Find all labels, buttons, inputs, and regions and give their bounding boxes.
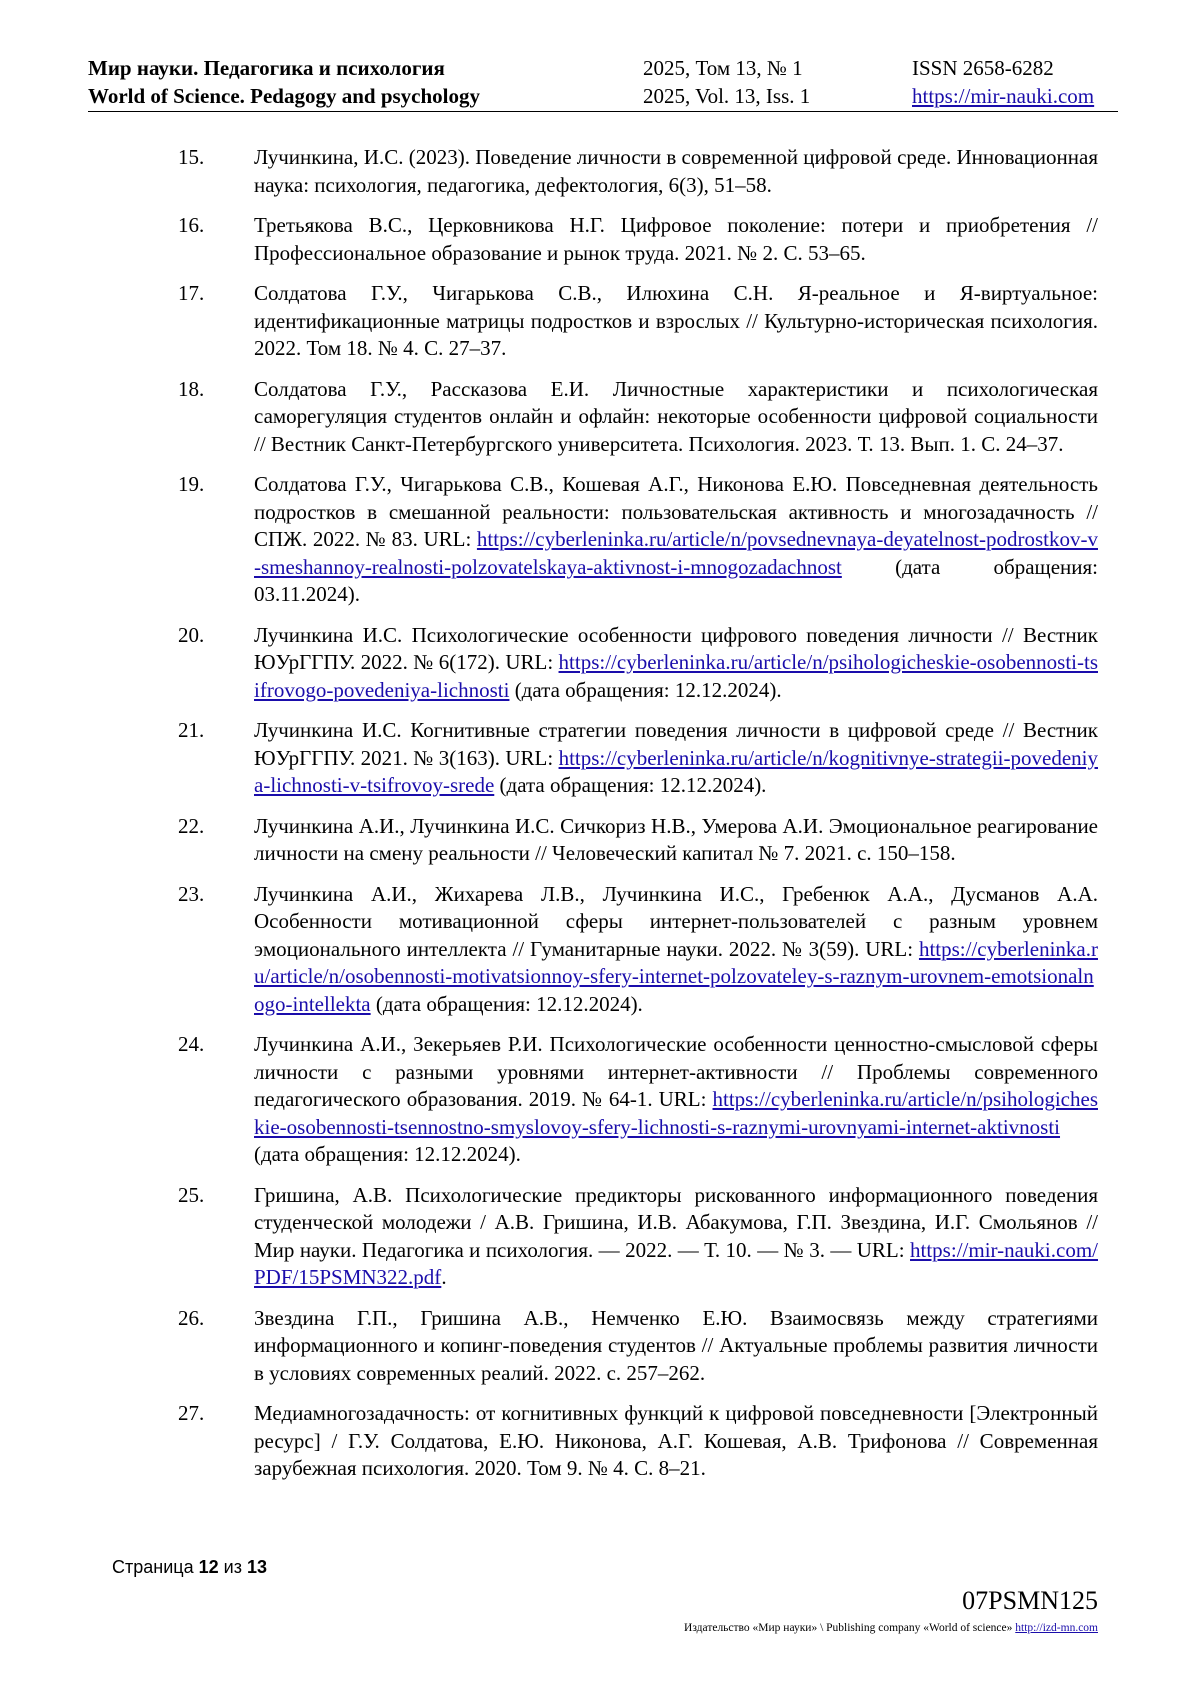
reference-text: Звездина Г.П., Гришина А.В., Немченко Е.Ю. Взаимосвязь между стратегиями информационного и копинг-поведения студентов // Актуальные проблемы развития личности в условиях современных реалий. 2022. с. 257–262. [254,1305,1098,1385]
reference-body [254,280,1098,363]
reference-text: Лучинкина И.С. Когнитивные стратегии поведения личности в цифровой среде // Вестник ЮУрГГПУ. 2021. № 3(163). URL: [254,718,1098,770]
reference-link[interactable]: https://cyberleninka.ru/article/n/psihologicheskie-osobennosti-tsifrovogo-povedeniya-lichnosti [254,650,1098,702]
publisher-text: Издательство «Мир науки» \ Publishing company «World of science» [684,1622,1013,1634]
header-row-ru [88,54,1118,82]
page-of: из [223,1557,242,1577]
reference-item [178,881,1098,1019]
reference-number: 24. [178,1032,205,1056]
reference-number: 15. [178,145,205,169]
issn: ISSN 2658-6282 [912,56,1054,80]
reference-body [254,376,1098,459]
reference-text: Лучинкина А.И., Лучинкина И.С. Сичкориз Н.В., Умерова А.И. Эмоциональное реагирование личности на смену реальности // Человеческий капитал № 7. 2021. с. 150–158. [254,813,1098,865]
reference-access-date: (дата обращения: 03.11.2024). [254,554,1098,606]
article-code: 07PSMN125 [962,1586,1098,1615]
reference-item [178,813,1098,868]
reference-link[interactable]: https://cyberleninka.ru/article/n/osobennosti-motivatsionnoy-sfery-internet-polzovateley-s-raznym-urovnem-emotsionalnogo-intellekta [254,936,1098,1016]
reference-body [254,881,1098,1019]
reference-body [254,622,1098,705]
publisher-line [684,1622,1098,1634]
reference-link[interactable]: https://cyberleninka.ru/article/n/kognitivnye-strategii-povedeniya-lichnosti-v-tsifrovoy-srede [254,745,1098,797]
reference-item [178,212,1098,267]
reference-link[interactable]: https://cyberleninka.ru/article/n/povsednevnaya-deyatelnost-podrostkov-v-smeshannoy-realnosti-polzovatelskaya-aktivnost-i-mnogozadachnost [254,527,1098,579]
reference-body [254,717,1098,800]
reference-text: Лучинкина А.И., Зекерьяев Р.И. Психологические особенности ценностно-смысловой сферы личности с разными уровнями интернет-активности // Проблемы современного педагогического образования. 2019. № 64-1. URL: [254,1032,1098,1111]
reference-number: 26. [178,1305,205,1330]
reference-number: 21. [178,718,205,742]
reference-number: 23. [178,881,205,906]
reference-text: Лучинкина А.И., Жихарева Л.В., Лучинкина И.С., Гребенюк А.А., Дусманов А.А. Особенности мотивационной сферы интернет-пользователей с разным уровнем эмоционального интеллекта // Гуманитарные науки. 2022. № 3(59). URL: [254,881,1098,961]
reference-body [254,1031,1098,1169]
page-total: 13 [246,1557,268,1577]
reference-item [178,1400,1098,1483]
reference-number: 20. [178,622,205,647]
reference-body [254,471,1098,609]
reference-item [178,280,1098,363]
page-current: 12 [198,1557,219,1577]
reference-link[interactable]: https://cyberleninka.ru/article/n/psihologicheskie-osobennosti-tsennostno-smyslovoy-sfery-lichnosti-s-raznymi-urovnyami-internet-aktivnosti [254,1087,1098,1139]
reference-text: Лучинкина, И.С. (2023). Поведение личности в современной цифровой среде. Инновационная наука: психология, педагогика, дефектология, 6(3), 51–58. [254,145,1098,197]
reference-item [178,144,1098,199]
publisher-link[interactable]: http://izd-mn.com [1015,1622,1098,1634]
reference-text: Солдатова Г.У., Чигарькова С.В., Илюхина С.Н. Я-реальное и Я-виртуальное: идентификационные матрицы подростков и взрослых // Культурно-историческая психология. 2022. Том 18. № 4. С. 27–37. [254,281,1098,360]
reference-body [254,1182,1098,1292]
journal-title-en: World of Science. Pedagogy and psychology [88,84,481,108]
journal-title-ru: Мир науки. Педагогика и психология [88,56,445,80]
reference-body [254,144,1098,199]
reference-body [254,1305,1098,1388]
reference-list [178,144,1098,1496]
header-row-en [88,82,1118,110]
reference-number: 22. [178,813,205,838]
page-word: Страница [112,1557,194,1577]
page-header [88,54,1118,110]
reference-item [178,717,1098,800]
reference-text: Солдатова Г.У., Рассказова Е.И. Личностные характеристики и психологическая саморегуляция студентов онлайн и офлайн: некоторые особенности цифровой социальности // Вестник Санкт-Петербургского университета. Психология. 2023. Т. 13. Вып. 1. С. 24–37. [254,376,1098,456]
reference-text: Третьякова В.С., Церковникова Н.Г. Цифровое поколение: потери и приобретения // Профессиональное образование и рынок труда. 2021. № 2. С. 53–65. [254,213,1098,265]
reference-text: Медиамногозадачность: от когнитивных функций к цифровой повседневности [Электронный ресурс] / Г.У. Солдатова, Е.Ю. Никонова, А.Г. Кошевая, А.В. Трифонова // Современная зарубежная психология. 2020. Том 9. № 4. С. 8–21. [254,1401,1098,1480]
reference-body [254,1400,1098,1483]
reference-item [178,471,1098,609]
reference-item [178,1305,1098,1388]
journal-url-link[interactable]: https://mir-nauki.com [912,84,1095,108]
reference-number: 25. [178,1182,205,1207]
reference-text: Лучинкина И.С. Психологические особенности цифрового поведения личности // Вестник ЮУрГГПУ. 2022. № 6(172). URL: [254,622,1098,674]
reference-access-date: . [441,1265,447,1289]
reference-link[interactable]: https://mir-nauki.com/PDF/15PSMN322.pdf [254,1237,1098,1289]
reference-access-date: (дата обращения: 12.12.2024). [494,773,767,797]
reference-number: 18. [178,376,205,401]
reference-text: Гришина, А.В. Психологические предикторы рискованного информационного поведения студенческой молодежи / А.В. Гришина, И.В. Абакумова, Г.П. Звездина, И.Г. Смольянов // Мир науки. Педагогика и психология. — 2022. — Т. 10. — № 3. — URL: [254,1182,1098,1262]
header-divider [88,111,1118,112]
reference-access-date: (дата обращения: 12.12.2024). [254,1142,521,1166]
reference-access-date: (дата обращения: 12.12.2024). [509,677,782,702]
volume-ru: 2025, Том 13, № 1 [643,56,803,80]
reference-item [178,376,1098,459]
reference-number: 17. [178,281,205,305]
reference-item [178,1182,1098,1292]
reference-number: 16. [178,213,205,237]
reference-number: 27. [178,1401,205,1425]
reference-body [254,813,1098,868]
page-number [112,1557,267,1578]
reference-access-date: (дата обращения: 12.12.2024). [370,991,643,1016]
volume-en: 2025, Vol. 13, Iss. 1 [643,84,811,108]
reference-number: 19. [178,472,205,496]
reference-body [254,212,1098,267]
reference-item [178,1031,1098,1169]
reference-text: Солдатова Г.У., Чигарькова С.В., Кошевая А.Г., Никонова Е.Ю. Повседневная деятельность подростков в смешанной реальности: пользовательская активность и многозадачность // СПЖ. 2022. № 83. URL: [254,472,1098,551]
reference-item [178,622,1098,705]
